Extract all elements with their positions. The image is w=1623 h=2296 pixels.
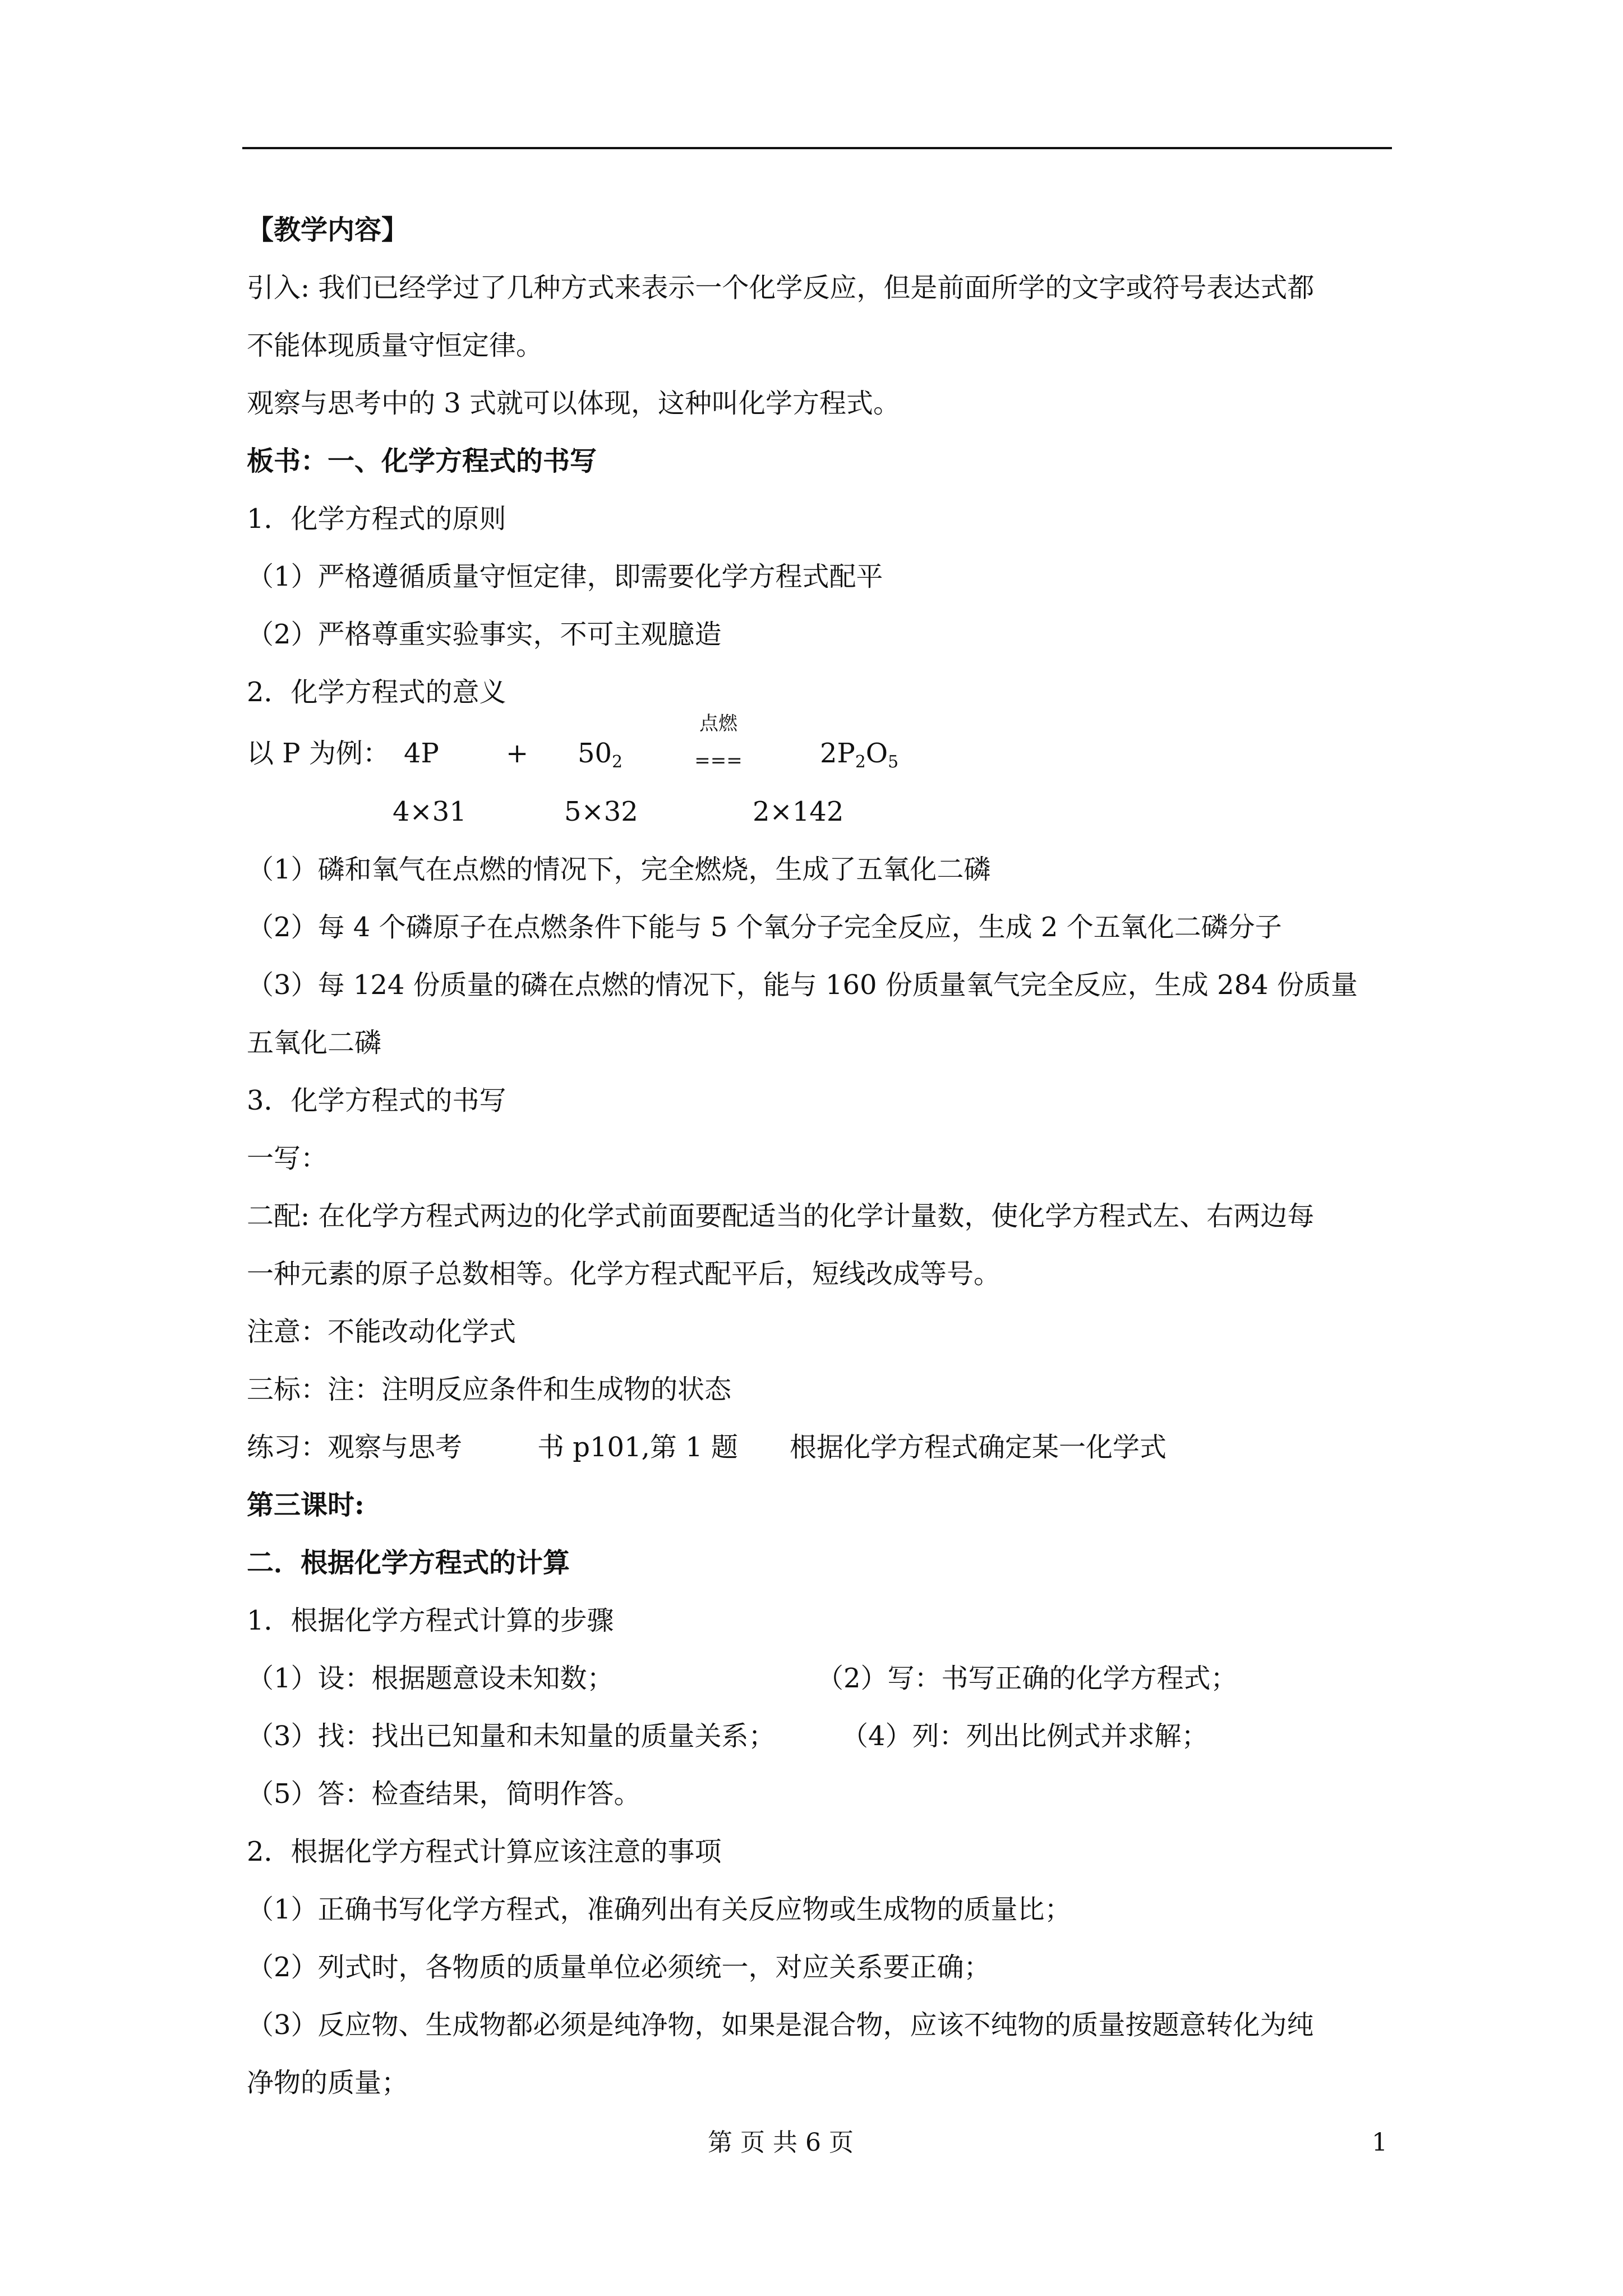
text-line: 3．化学方程式的书写 bbox=[247, 1085, 506, 1116]
text-line: 2．根据化学方程式计算应该注意的事项 bbox=[247, 1836, 722, 1867]
reactant-p: 4P bbox=[404, 738, 439, 769]
text-line: 不能体现质量守恒定律。 bbox=[247, 330, 543, 361]
text-line: （3）每 124 份质量的磷在点燃的情况下，能与 160 份质量氧气完全反应，生成 284 份质量 bbox=[247, 969, 1358, 1001]
text-line: 1．化学方程式的原则 bbox=[247, 503, 506, 535]
step-5: （5）答：检查结果，简明作答。 bbox=[247, 1778, 641, 1810]
header-rule bbox=[242, 147, 1392, 149]
lesson-heading: 第三课时: bbox=[247, 1489, 365, 1521]
text-line: （2）列式时，各物质的质量单位必须统一，对应关系要正确； bbox=[247, 1952, 991, 1983]
reaction-condition: 点燃 bbox=[699, 712, 737, 735]
text-line: 1．根据化学方程式计算的步骤 bbox=[247, 1605, 614, 1636]
text-line: （2）严格尊重实验事实，不可主观臆造 bbox=[247, 619, 722, 650]
step-1: （1）设：根据题意设未知数； bbox=[247, 1663, 614, 1694]
practice-label: 练习：观察与思考 bbox=[247, 1432, 463, 1463]
text-line: 2．化学方程式的意义 bbox=[247, 677, 506, 708]
footer-page-label: 第 页 共 6 页 bbox=[708, 2128, 854, 2157]
text-line: 引入: 我们已经学过了几种方式来表示一个化学反应，但是前面所学的文字或符号表达式都 bbox=[247, 272, 1315, 303]
step-2: （2）写：书写正确的化学方程式； bbox=[817, 1663, 1238, 1694]
text-line: 二配: 在化学方程式两边的化学式前面要配适当的化学计量数，使化学方程式左、右两边每 bbox=[247, 1200, 1315, 1232]
mass-p2o5: 2×142 bbox=[753, 796, 844, 827]
mass-o2: 5×32 bbox=[564, 796, 638, 827]
example-label: 以 P 为例： bbox=[247, 738, 390, 769]
text-line: 一写： bbox=[247, 1143, 328, 1174]
step-3: （3）找：找出已知量和未知量的质量关系； bbox=[247, 1720, 776, 1752]
board-heading: 板书：一、化学方程式的书写 bbox=[247, 445, 597, 477]
practice-book-ref: 书 p101,第 1 题 bbox=[537, 1432, 738, 1463]
text-line: 观察与思考中的 3 式就可以体现，这种叫化学方程式。 bbox=[247, 388, 901, 419]
mass-p: 4×31 bbox=[393, 796, 467, 827]
section-heading: 二．根据化学方程式的计算 bbox=[247, 1547, 570, 1579]
section-heading: 【教学内容】 bbox=[247, 214, 409, 246]
text-line: 注意：不能改动化学式 bbox=[247, 1316, 517, 1347]
equals-sign: === bbox=[694, 749, 743, 772]
text-line: （3）反应物、生成物都必须是纯净物，如果是混合物，应该不纯物的质量按题意转化为纯 bbox=[247, 2009, 1314, 2041]
text-line: （1）严格遵循质量守恒定律，即需要化学方程式配平 bbox=[247, 561, 883, 592]
reactant-o2: $50_2$ bbox=[578, 738, 623, 772]
text-line: 一种元素的原子总数相等。化学方程式配平后，短线改成等号。 bbox=[247, 1258, 1001, 1290]
product-p2o5: $2P_2O_5$ bbox=[820, 738, 899, 772]
step-4: （4）列：列出比例式并求解； bbox=[841, 1720, 1209, 1752]
plus-sign: + bbox=[506, 738, 529, 769]
text-line: （2）每 4 个磷原子在点燃条件下能与 5 个氧分子完全反应，生成 2 个五氧化二磷分子 bbox=[247, 912, 1282, 943]
text-line: （1）磷和氧气在点燃的情况下，完全燃烧，生成了五氧化二磷 bbox=[247, 854, 991, 885]
practice-task: 根据化学方程式确定某一化学式 bbox=[790, 1432, 1167, 1463]
footer-page-number: 1 bbox=[1372, 2128, 1387, 2157]
text-line: 五氧化二磷 bbox=[247, 1027, 382, 1059]
text-line: 三标：注：注明反应条件和生成物的状态 bbox=[247, 1374, 732, 1405]
text-line: 净物的质量； bbox=[247, 2067, 409, 2099]
text-line: （1）正确书写化学方程式，准确列出有关反应物或生成物的质量比； bbox=[247, 1894, 1072, 1925]
